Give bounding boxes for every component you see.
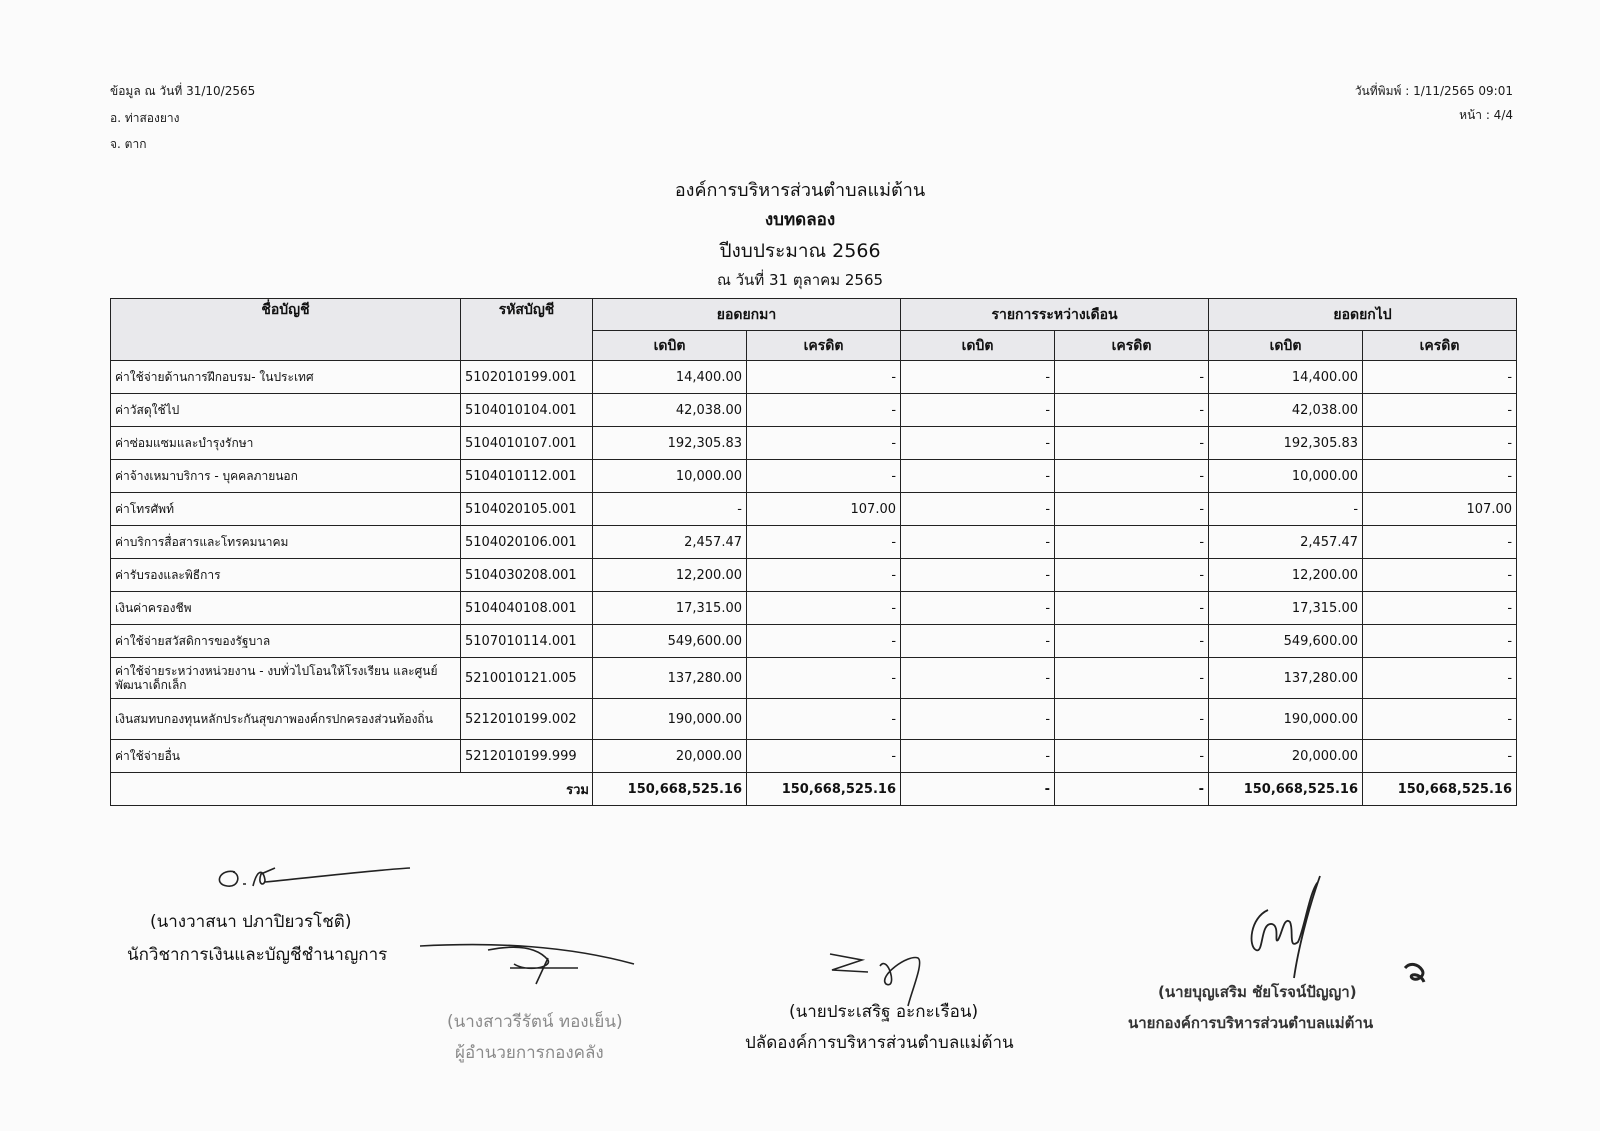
table-row <box>111 592 1517 625</box>
signature-scrawl-2 <box>418 938 638 988</box>
account-code: 5102010199.001 <box>461 361 593 394</box>
signatory-name: (นายประเสริฐ อะกะเรือน) <box>789 1002 979 1022</box>
cf-debit: 190,000.00 <box>1209 699 1363 740</box>
cf-credit: - <box>1363 427 1517 460</box>
bf-debit: 137,280.00 <box>593 658 747 699</box>
table-row <box>111 427 1517 460</box>
cf-credit: - <box>1363 559 1517 592</box>
header-during-month: รายการระหว่างเดือน <box>901 299 1209 331</box>
bf-credit: - <box>747 526 901 559</box>
account-code: 5210010121.005 <box>461 658 593 699</box>
account-name: ค่าวัสดุใช้ไป <box>111 394 461 427</box>
month-credit: - <box>1055 658 1209 699</box>
header-credit: เครดิต <box>1363 331 1517 361</box>
as-of-date: ณ วันที่ 31 ตุลาคม 2565 <box>716 271 884 289</box>
signatory-position: นักวิชาการเงินและบัญชีชำนาญการ <box>127 945 388 965</box>
bf-credit: - <box>747 658 901 699</box>
account-name: ค่ารับรองและพิธีการ <box>111 559 461 592</box>
account-code: 5107010114.001 <box>461 625 593 658</box>
bf-credit: - <box>747 740 901 773</box>
cf-debit: 2,457.47 <box>1209 526 1363 559</box>
trial-balance-table <box>110 298 1517 806</box>
signature-block-finance-officer <box>127 908 388 965</box>
cf-credit: - <box>1363 592 1517 625</box>
cf-credit: - <box>1363 658 1517 699</box>
signatory-position: นายกองค์การบริหารส่วนตำบลแม่ต้าน <box>1128 1014 1374 1032</box>
total-bf-debit: 150,668,525.16 <box>593 773 747 806</box>
table-row <box>111 361 1517 394</box>
header-debit: เดบิต <box>901 331 1055 361</box>
account-code: 5104040108.001 <box>461 592 593 625</box>
month-credit: - <box>1055 592 1209 625</box>
month-debit: - <box>901 658 1055 699</box>
cf-debit: 20,000.00 <box>1209 740 1363 773</box>
account-code: 5212010199.999 <box>461 740 593 773</box>
cf-debit: - <box>1209 493 1363 526</box>
header-debit: เดบิต <box>593 331 747 361</box>
cf-credit: - <box>1363 460 1517 493</box>
table-row <box>111 460 1517 493</box>
month-debit: - <box>901 427 1055 460</box>
signature-block-mayor <box>1128 980 1374 1032</box>
official-seal-mark <box>1402 960 1428 986</box>
month-credit: - <box>1055 740 1209 773</box>
bf-debit: 17,315.00 <box>593 592 747 625</box>
data-date: ข้อมูล ณ วันที่ 31/10/2565 <box>110 84 256 98</box>
month-debit: - <box>901 460 1055 493</box>
account-code: 5104010104.001 <box>461 394 593 427</box>
bf-debit: 10,000.00 <box>593 460 747 493</box>
bf-debit: 12,200.00 <box>593 559 747 592</box>
cf-credit: - <box>1363 526 1517 559</box>
table-row <box>111 699 1517 740</box>
bf-credit: - <box>747 699 901 740</box>
account-name: ค่าโทรศัพท์ <box>111 493 461 526</box>
cf-credit: - <box>1363 740 1517 773</box>
total-label: รวม <box>111 773 593 806</box>
month-debit: - <box>901 740 1055 773</box>
table-row <box>111 740 1517 773</box>
bf-debit: 14,400.00 <box>593 361 747 394</box>
account-code: 5104030208.001 <box>461 559 593 592</box>
cf-credit: - <box>1363 394 1517 427</box>
month-debit: - <box>901 699 1055 740</box>
month-credit: - <box>1055 526 1209 559</box>
total-row <box>111 773 1517 806</box>
month-credit: - <box>1055 361 1209 394</box>
header-account-name: ชื่อบัญชี <box>111 299 461 361</box>
bf-credit: - <box>747 625 901 658</box>
header-debit: เดบิต <box>1209 331 1363 361</box>
month-debit: - <box>901 493 1055 526</box>
total-cf-debit: 150,668,525.16 <box>1209 773 1363 806</box>
signatory-position: ปลัดองค์การบริหารส่วนตำบลแม่ต้าน <box>745 1033 1014 1053</box>
account-name: ค่าจ้างเหมาบริการ - บุคคลภายนอก <box>111 460 461 493</box>
header-credit: เครดิต <box>1055 331 1209 361</box>
account-name: เงินค่าครองชีพ <box>111 592 461 625</box>
bf-credit: - <box>747 427 901 460</box>
header-credit: เครดิต <box>747 331 901 361</box>
signatory-name: (นางสาวรีรัตน์ ทองเย็น) <box>447 1012 623 1032</box>
bf-credit: - <box>747 460 901 493</box>
fiscal-year: ปีงบประมาณ 2566 <box>719 240 881 262</box>
bf-debit: 2,457.47 <box>593 526 747 559</box>
header-carried-forward: ยอดยกไป <box>1209 299 1517 331</box>
month-debit: - <box>901 526 1055 559</box>
month-debit: - <box>901 559 1055 592</box>
total-month-credit: - <box>1055 773 1209 806</box>
cf-debit: 10,000.00 <box>1209 460 1363 493</box>
bf-credit: - <box>747 394 901 427</box>
bf-credit: - <box>747 361 901 394</box>
account-code: 5104020105.001 <box>461 493 593 526</box>
province: จ. ตาก <box>110 137 147 151</box>
cf-debit: 137,280.00 <box>1209 658 1363 699</box>
account-code: 5104010107.001 <box>461 427 593 460</box>
account-name: ค่าใช้จ่ายระหว่างหน่วยงาน - งบทั่วไปโอนให้โรงเรียน และศูนย์พัฒนาเด็กเล็ก <box>111 658 461 699</box>
organization-title: องค์การบริหารส่วนตำบลแม่ต้าน <box>674 180 926 201</box>
account-code: 5212010199.002 <box>461 699 593 740</box>
bf-debit: 549,600.00 <box>593 625 747 658</box>
total-month-debit: - <box>901 773 1055 806</box>
month-credit: - <box>1055 625 1209 658</box>
signatory-name: (นายบุญเสริม ชัยโรจน์ปัญญา) <box>1158 983 1357 1001</box>
month-debit: - <box>901 625 1055 658</box>
page-number: หน้า : 4/4 <box>1459 108 1513 122</box>
total-bf-credit: 150,668,525.16 <box>747 773 901 806</box>
cf-debit: 192,305.83 <box>1209 427 1363 460</box>
bf-debit: 42,038.00 <box>593 394 747 427</box>
month-credit: - <box>1055 427 1209 460</box>
month-credit: - <box>1055 493 1209 526</box>
month-credit: - <box>1055 559 1209 592</box>
signature-block-chief-administrator <box>745 998 1014 1053</box>
table-row <box>111 559 1517 592</box>
table-row <box>111 394 1517 427</box>
print-date: วันที่พิมพ์ : 1/11/2565 09:01 <box>1354 84 1513 98</box>
signature-scrawl-1 <box>205 860 415 900</box>
district: อ. ท่าสองยาง <box>110 111 180 125</box>
account-name: ค่าใช้จ่ายอื่น <box>111 740 461 773</box>
month-credit: - <box>1055 699 1209 740</box>
bf-credit: 107.00 <box>747 493 901 526</box>
account-code: 5104010112.001 <box>461 460 593 493</box>
account-name: ค่าใช้จ่ายด้านการฝึกอบรม- ในประเทศ <box>111 361 461 394</box>
table-row <box>111 493 1517 526</box>
cf-debit: 14,400.00 <box>1209 361 1363 394</box>
account-name: ค่าซ่อมแซมและบำรุงรักษา <box>111 427 461 460</box>
signatory-name: (นางวาสนา ปภาปิยวรโชติ) <box>150 912 352 932</box>
total-cf-credit: 150,668,525.16 <box>1363 773 1517 806</box>
bf-credit: - <box>747 592 901 625</box>
account-code: 5104020106.001 <box>461 526 593 559</box>
signature-block-finance-director <box>447 1008 623 1063</box>
table-row <box>111 658 1517 699</box>
cf-debit: 42,038.00 <box>1209 394 1363 427</box>
month-debit: - <box>901 361 1055 394</box>
cf-credit: - <box>1363 361 1517 394</box>
signature-scrawl-4 <box>1238 870 1358 980</box>
bf-credit: - <box>747 559 901 592</box>
bf-debit: 190,000.00 <box>593 699 747 740</box>
header-brought-forward: ยอดยกมา <box>593 299 901 331</box>
account-name: ค่าใช้จ่ายสวัสดิการของรัฐบาล <box>111 625 461 658</box>
cf-debit: 12,200.00 <box>1209 559 1363 592</box>
bf-debit: 20,000.00 <box>593 740 747 773</box>
account-name: เงินสมทบกองทุนหลักประกันสุขภาพองค์กรปกครองส่วนท้องถิ่น <box>111 699 461 740</box>
cf-debit: 549,600.00 <box>1209 625 1363 658</box>
month-credit: - <box>1055 460 1209 493</box>
cf-credit: 107.00 <box>1363 493 1517 526</box>
month-debit: - <box>901 592 1055 625</box>
signatory-position: ผู้อำนวยการกองคลัง <box>455 1043 604 1063</box>
month-debit: - <box>901 394 1055 427</box>
bf-debit: 192,305.83 <box>593 427 747 460</box>
cf-debit: 17,315.00 <box>1209 592 1363 625</box>
header-account-code: รหัสบัญชี <box>461 299 593 361</box>
table-row <box>111 526 1517 559</box>
cf-credit: - <box>1363 699 1517 740</box>
cf-credit: - <box>1363 625 1517 658</box>
month-credit: - <box>1055 394 1209 427</box>
account-name: ค่าบริการสื่อสารและโทรคมนาคม <box>111 526 461 559</box>
bf-debit: - <box>593 493 747 526</box>
report-title: งบทดลอง <box>764 210 836 230</box>
table-row <box>111 625 1517 658</box>
